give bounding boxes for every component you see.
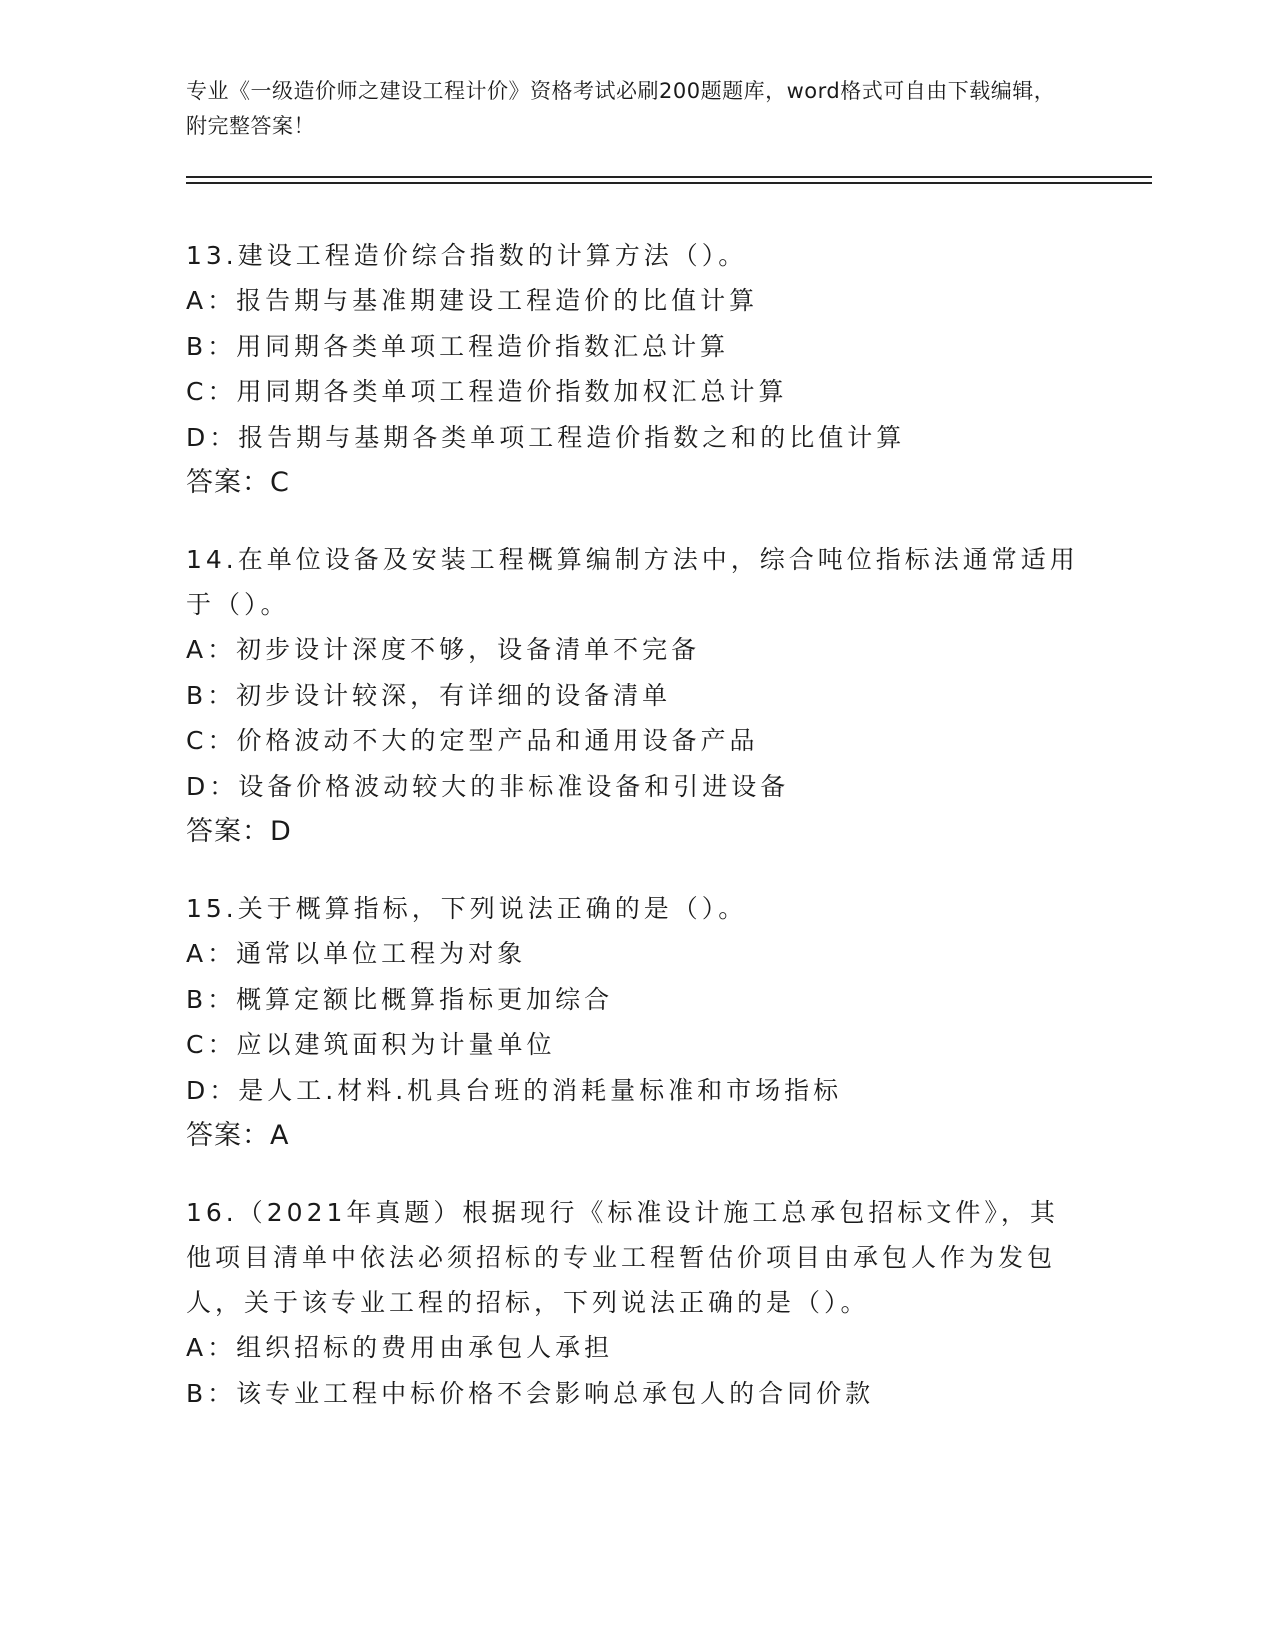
option-b: B：该专业工程中标价格不会影响总承包人的合同价款 [186, 1378, 875, 1408]
option-b: B：用同期各类单项工程造价指数汇总计算 [186, 331, 730, 361]
option-a: A：通常以单位工程为对象 [186, 939, 527, 968]
question-14 [186, 537, 1086, 855]
question-stem: 15.关于概算指标，下列说法正确的是（）。 [186, 894, 748, 923]
document-header: 专业《一级造价师之建设工程计价》资格考试必刷200题题库，word格式可自由下载编辑，附完整答案！ [186, 79, 1056, 138]
option-d: D：是人工.材料.机具台班的消耗量标准和市场指标 [186, 1075, 843, 1105]
option-c: C：应以建筑面积为计量单位 [186, 1030, 556, 1059]
header-rule-bottom [186, 182, 1152, 184]
answer: 答案：A [186, 1120, 290, 1151]
option-a: A：报告期与基准期建设工程造价的比值计算 [186, 286, 759, 315]
question-15 [186, 886, 1086, 1159]
option-d: D：报告期与基期各类单项工程造价指数之和的比值计算 [186, 422, 906, 452]
option-b: B：初步设计较深，有详细的设备清单 [186, 680, 672, 710]
question-list [186, 233, 1086, 1447]
option-b: B：概算定额比概算指标更加综合 [186, 984, 614, 1014]
header-rule-top [186, 176, 1152, 178]
question-13 [186, 233, 1086, 506]
question-stem: 16.（2021年真题）根据现行《标准设计施工总承包招标文件》，其他项目清单中依法必须招标的专业工程暂估价项目由承包人作为发包人，关于该专业工程的招标，下列说法正确的是（）。 [186, 1198, 1059, 1317]
answer: 答案：D [186, 816, 292, 847]
question-stem: 14.在单位设备及安装工程概算编制方法中，综合吨位指标法通常适用于（）。 [186, 545, 1079, 619]
option-c: C：用同期各类单项工程造价指数加权汇总计算 [186, 377, 788, 406]
option-d: D：设备价格波动较大的非标准设备和引进设备 [186, 771, 790, 801]
answer: 答案：C [186, 467, 290, 498]
question-stem: 13.建设工程造价综合指数的计算方法（）。 [186, 241, 748, 270]
option-c: C：价格波动不大的定型产品和通用设备产品 [186, 726, 759, 755]
option-a: A：组织招标的费用由承包人承担 [186, 1333, 614, 1362]
question-16 [186, 1190, 1086, 1416]
option-a: A：初步设计深度不够，设备清单不完备 [186, 635, 701, 664]
